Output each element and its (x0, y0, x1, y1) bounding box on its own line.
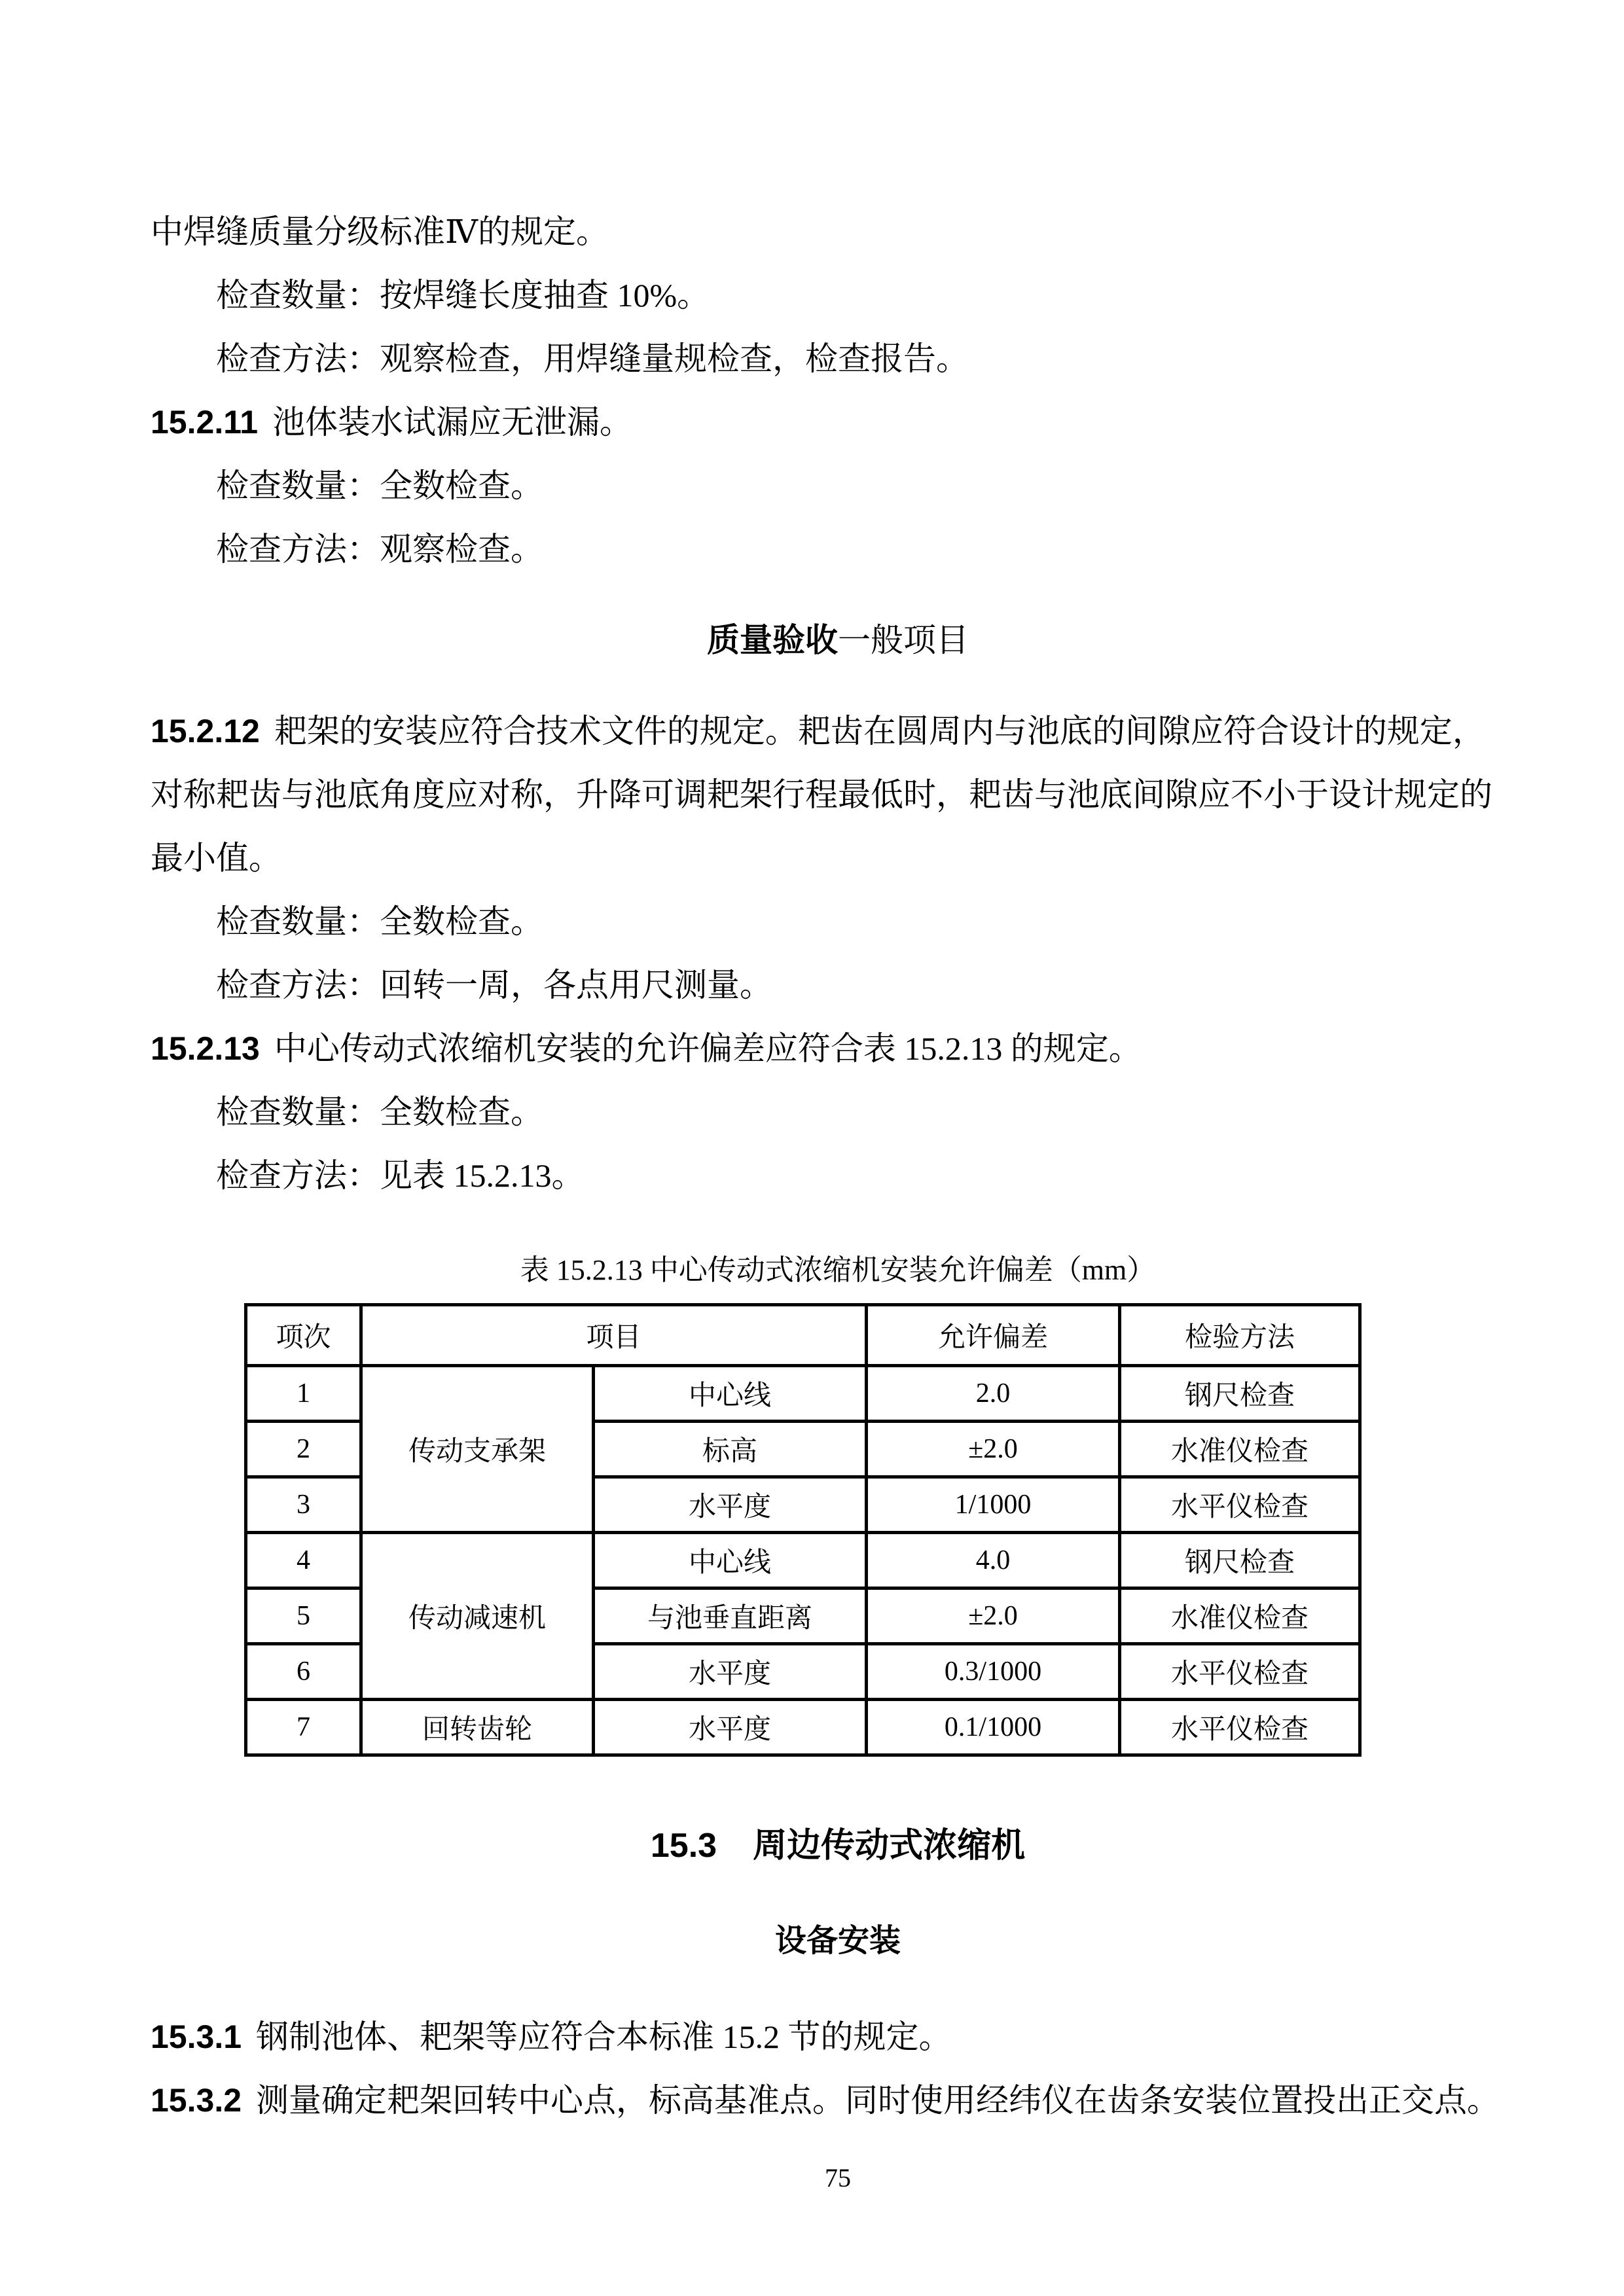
section-15-3-1-number: 15.3.1 (151, 2018, 242, 2055)
cell-deviation: 1/1000 (867, 1477, 1120, 1533)
cell-no: 5 (246, 1588, 361, 1644)
cell-deviation: 2.0 (867, 1366, 1120, 1422)
cell-no: 7 (246, 1700, 361, 1755)
section-15-2-11-check-quantity: 检查数量：全数检查。 (216, 467, 543, 504)
cell-item: 中心线 (594, 1366, 867, 1422)
section-15-2-12-line2: 对称耙齿与池底角度应对称，升降可调耙架行程最低时，耙齿与池底间隙应不小于设计规定的 (151, 776, 1492, 813)
table-header-row (246, 1305, 1360, 1366)
cell-item: 水平度 (594, 1477, 867, 1533)
section-15-2-13-text: 中心传动式浓缩机安装的允许偏差应符合表 15.2.13 的规定。 (274, 1030, 1142, 1067)
section-15-2-11-number: 15.2.11 (151, 404, 259, 440)
cell-item: 标高 (594, 1422, 867, 1477)
header-no: 项次 (246, 1305, 361, 1366)
table-row (246, 1533, 1360, 1588)
cell-no: 1 (246, 1366, 361, 1422)
section-15-3-2-number: 15.3.2 (151, 2082, 242, 2119)
page-number: 75 (825, 2163, 851, 2193)
quality-heading-bold: 质量验收 (707, 622, 838, 658)
section-15-2-12-number: 15.2.12 (151, 713, 260, 749)
section-15-2-11 (151, 391, 1525, 454)
cell-deviation: ±2.0 (867, 1422, 1120, 1477)
header-method: 检验方法 (1120, 1305, 1360, 1366)
cell-no: 3 (246, 1477, 361, 1533)
cell-group-rotary-gear: 回转齿轮 (361, 1700, 594, 1755)
cell-deviation: 4.0 (867, 1533, 1120, 1588)
section-15-3-1 (151, 2005, 1525, 2069)
weld-note-paragraph: 中焊缝质量分级标准Ⅳ的规定。 (151, 213, 609, 250)
quality-acceptance-heading (151, 609, 1525, 672)
cell-deviation: 0.1/1000 (867, 1700, 1120, 1755)
weld-check-quantity: 检查数量：按焊缝长度抽查 10%。 (216, 277, 710, 314)
section-15-2-12-check-method: 检查方法：回转一周，各点用尺测量。 (216, 967, 772, 1003)
section-15-2-12-check-quantity: 检查数量：全数检查。 (216, 903, 543, 940)
cell-group-support-frame: 传动支承架 (361, 1366, 594, 1533)
cell-no: 6 (246, 1644, 361, 1700)
cell-item: 水平度 (594, 1700, 867, 1755)
header-deviation: 允许偏差 (867, 1305, 1120, 1366)
section-15-2-13-check-method: 检查方法：见表 15.2.13。 (216, 1157, 585, 1194)
section-15-2-12-text1: 耙架的安装应符合技术文件的规定。耙齿在圆周内与池底的间隙应符合设计的规定， (274, 713, 1485, 749)
cell-method: 水平仪检查 (1120, 1477, 1360, 1533)
section-15-3-heading (151, 1814, 1525, 1878)
cell-method: 钢尺检查 (1120, 1533, 1360, 1588)
cell-method: 水平仪检查 (1120, 1700, 1360, 1755)
cell-no: 4 (246, 1533, 361, 1588)
cell-item: 中心线 (594, 1533, 867, 1588)
section-15-2-13 (151, 1017, 1525, 1081)
header-item: 项目 (361, 1305, 867, 1366)
cell-item: 与池垂直距离 (594, 1588, 867, 1644)
table-row (246, 1700, 1360, 1755)
table-caption: 表 15.2.13 中心传动式浓缩机安装允许偏差（mm） (520, 1254, 1156, 1286)
cell-item: 水平度 (594, 1644, 867, 1700)
section-15-3-title: 周边传动式浓缩机 (753, 1827, 1026, 1865)
cell-deviation: ±2.0 (867, 1588, 1120, 1644)
section-15-2-13-number: 15.2.13 (151, 1030, 260, 1067)
weld-check-method: 检查方法：观察检查，用焊缝量规检查，检查报告。 (216, 340, 969, 377)
quality-heading-regular: 一般项目 (838, 622, 969, 658)
cell-method: 水准仪检查 (1120, 1588, 1360, 1644)
cell-no: 2 (246, 1422, 361, 1477)
deviation-table (244, 1303, 1362, 1757)
cell-method: 水准仪检查 (1120, 1422, 1360, 1477)
cell-method: 水平仪检查 (1120, 1644, 1360, 1700)
cell-deviation: 0.3/1000 (867, 1644, 1120, 1700)
section-15-2-13-check-quantity: 检查数量：全数检查。 (216, 1094, 543, 1130)
section-15-3-2-text: 测量确定耙架回转中心点，标高基准点。同时使用经纬仪在齿条安装位置投出正交点。 (256, 2082, 1500, 2119)
section-15-2-11-text: 池体装水试漏应无泄漏。 (272, 404, 633, 440)
section-15-2-11-check-method: 检查方法：观察检查。 (216, 531, 543, 567)
cell-method: 钢尺检查 (1120, 1366, 1360, 1422)
section-15-3-number: 15.3 (650, 1827, 717, 1865)
section-15-3-1-text: 钢制池体、耙架等应符合本标准 15.2 节的规定。 (256, 2018, 952, 2055)
cell-group-reducer: 传动减速机 (361, 1533, 594, 1700)
section-15-3-2 (151, 2069, 1525, 2132)
table-row (246, 1366, 1360, 1422)
equipment-installation-heading: 设备安装 (774, 1924, 901, 1958)
section-15-2-12-line3: 最小值。 (151, 840, 281, 876)
section-15-2-12-line1 (151, 700, 1525, 763)
